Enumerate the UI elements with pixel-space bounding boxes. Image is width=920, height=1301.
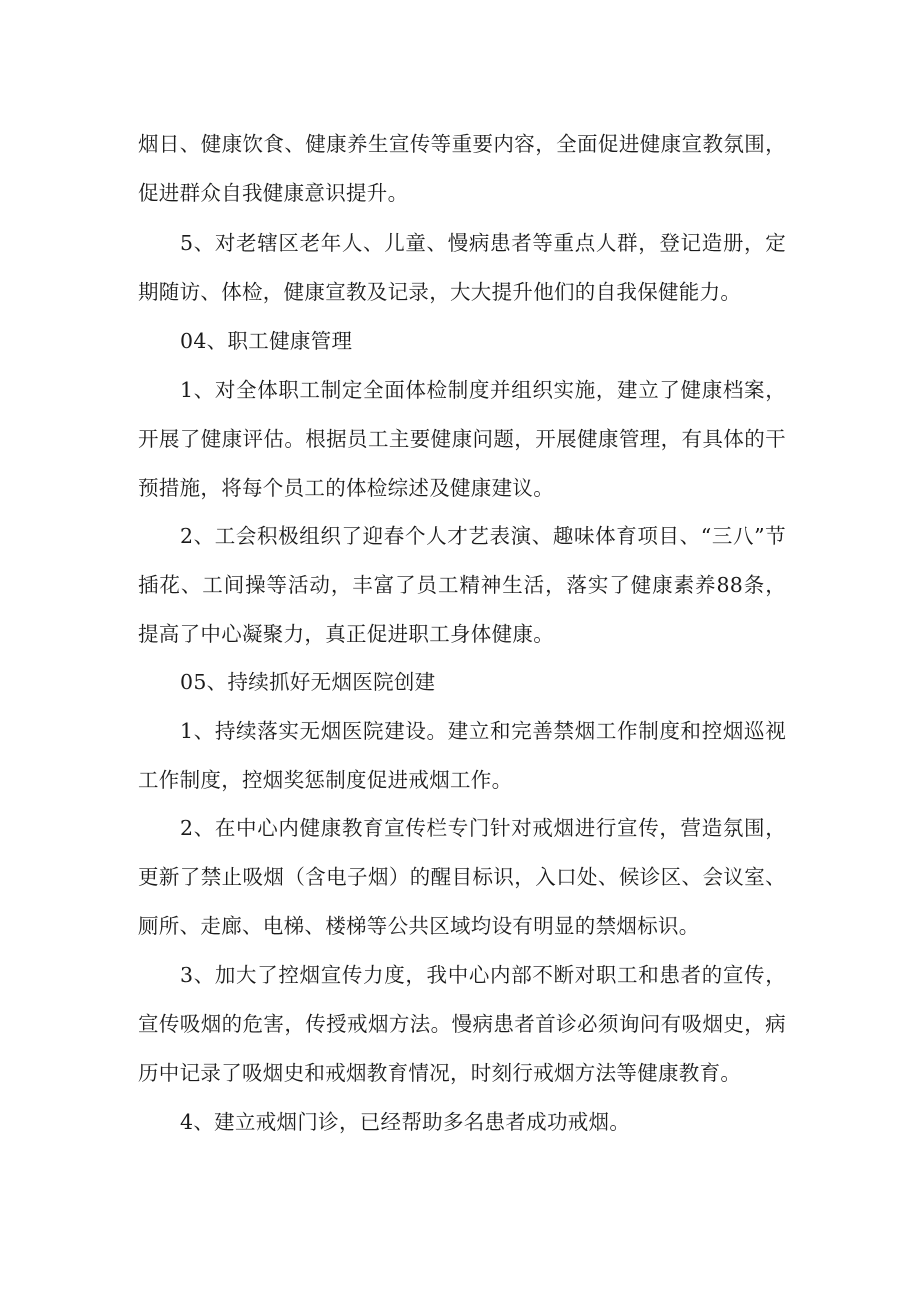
- paragraph-item-1-smokefree: 1、持续落实无烟医院建设。建立和完善禁烟工作制度和控烟巡视工作制度，控烟奖惩制度促进戒烟工作。: [138, 719, 786, 792]
- paragraph-item-2-union: 2、工会积极组织了迎春个人才艺表演、趣味体育项目、“三八”节插花、工间操等活动，丰富了员工精神生活，落实了健康素养88条，提高了中心凝聚力，真正促进职工身体健康。: [138, 524, 786, 646]
- section-heading-05: 05、持续抓好无烟医院创建: [180, 670, 436, 694]
- paragraph-item-5: 5、对老辖区老年人、儿童、慢病患者等重点人群，登记造册，定期随访、体检，健康宣教及记录，大大提升他们的自我保健能力。: [138, 231, 786, 304]
- paragraph-item-3-campaign: 3、加大了控烟宣传力度，我中心内部不断对职工和患者的宣传，宣传吸烟的危害，传授戒烟方法。慢病患者首诊必须询问有吸烟史，病历中记录了吸烟史和戒烟教育情况，时刻行戒烟方法等健康教育。: [138, 963, 786, 1085]
- paragraph-item-1-health: 1、对全体职工制定全面体检制度并组织实施，建立了健康档案，开展了健康评估。根据员工主要健康问题，开展健康管理，有具体的干预措施，将每个员工的体检综述及健康建议。: [138, 378, 786, 500]
- paragraph-item-4-clinic: 4、建立戒烟门诊，已经帮助多名患者成功戒烟。: [180, 1110, 631, 1134]
- paragraph-item-2-publicity: 2、在中心内健康教育宣传栏专门针对戒烟进行宣传，营造氛围，更新了禁止吸烟（含电子烟）的醒目标识，入口处、候诊区、会议室、厕所、走廊、电梯、楼梯等公共区域均设有明显的禁烟标识。: [138, 816, 786, 938]
- section-heading-04: 04、职工健康管理: [180, 329, 353, 353]
- paragraph-continuation: 烟日、健康饮食、健康养生宣传等重要内容，全面促进健康宣教氛围，促进群众自我健康意识提升。: [138, 132, 786, 205]
